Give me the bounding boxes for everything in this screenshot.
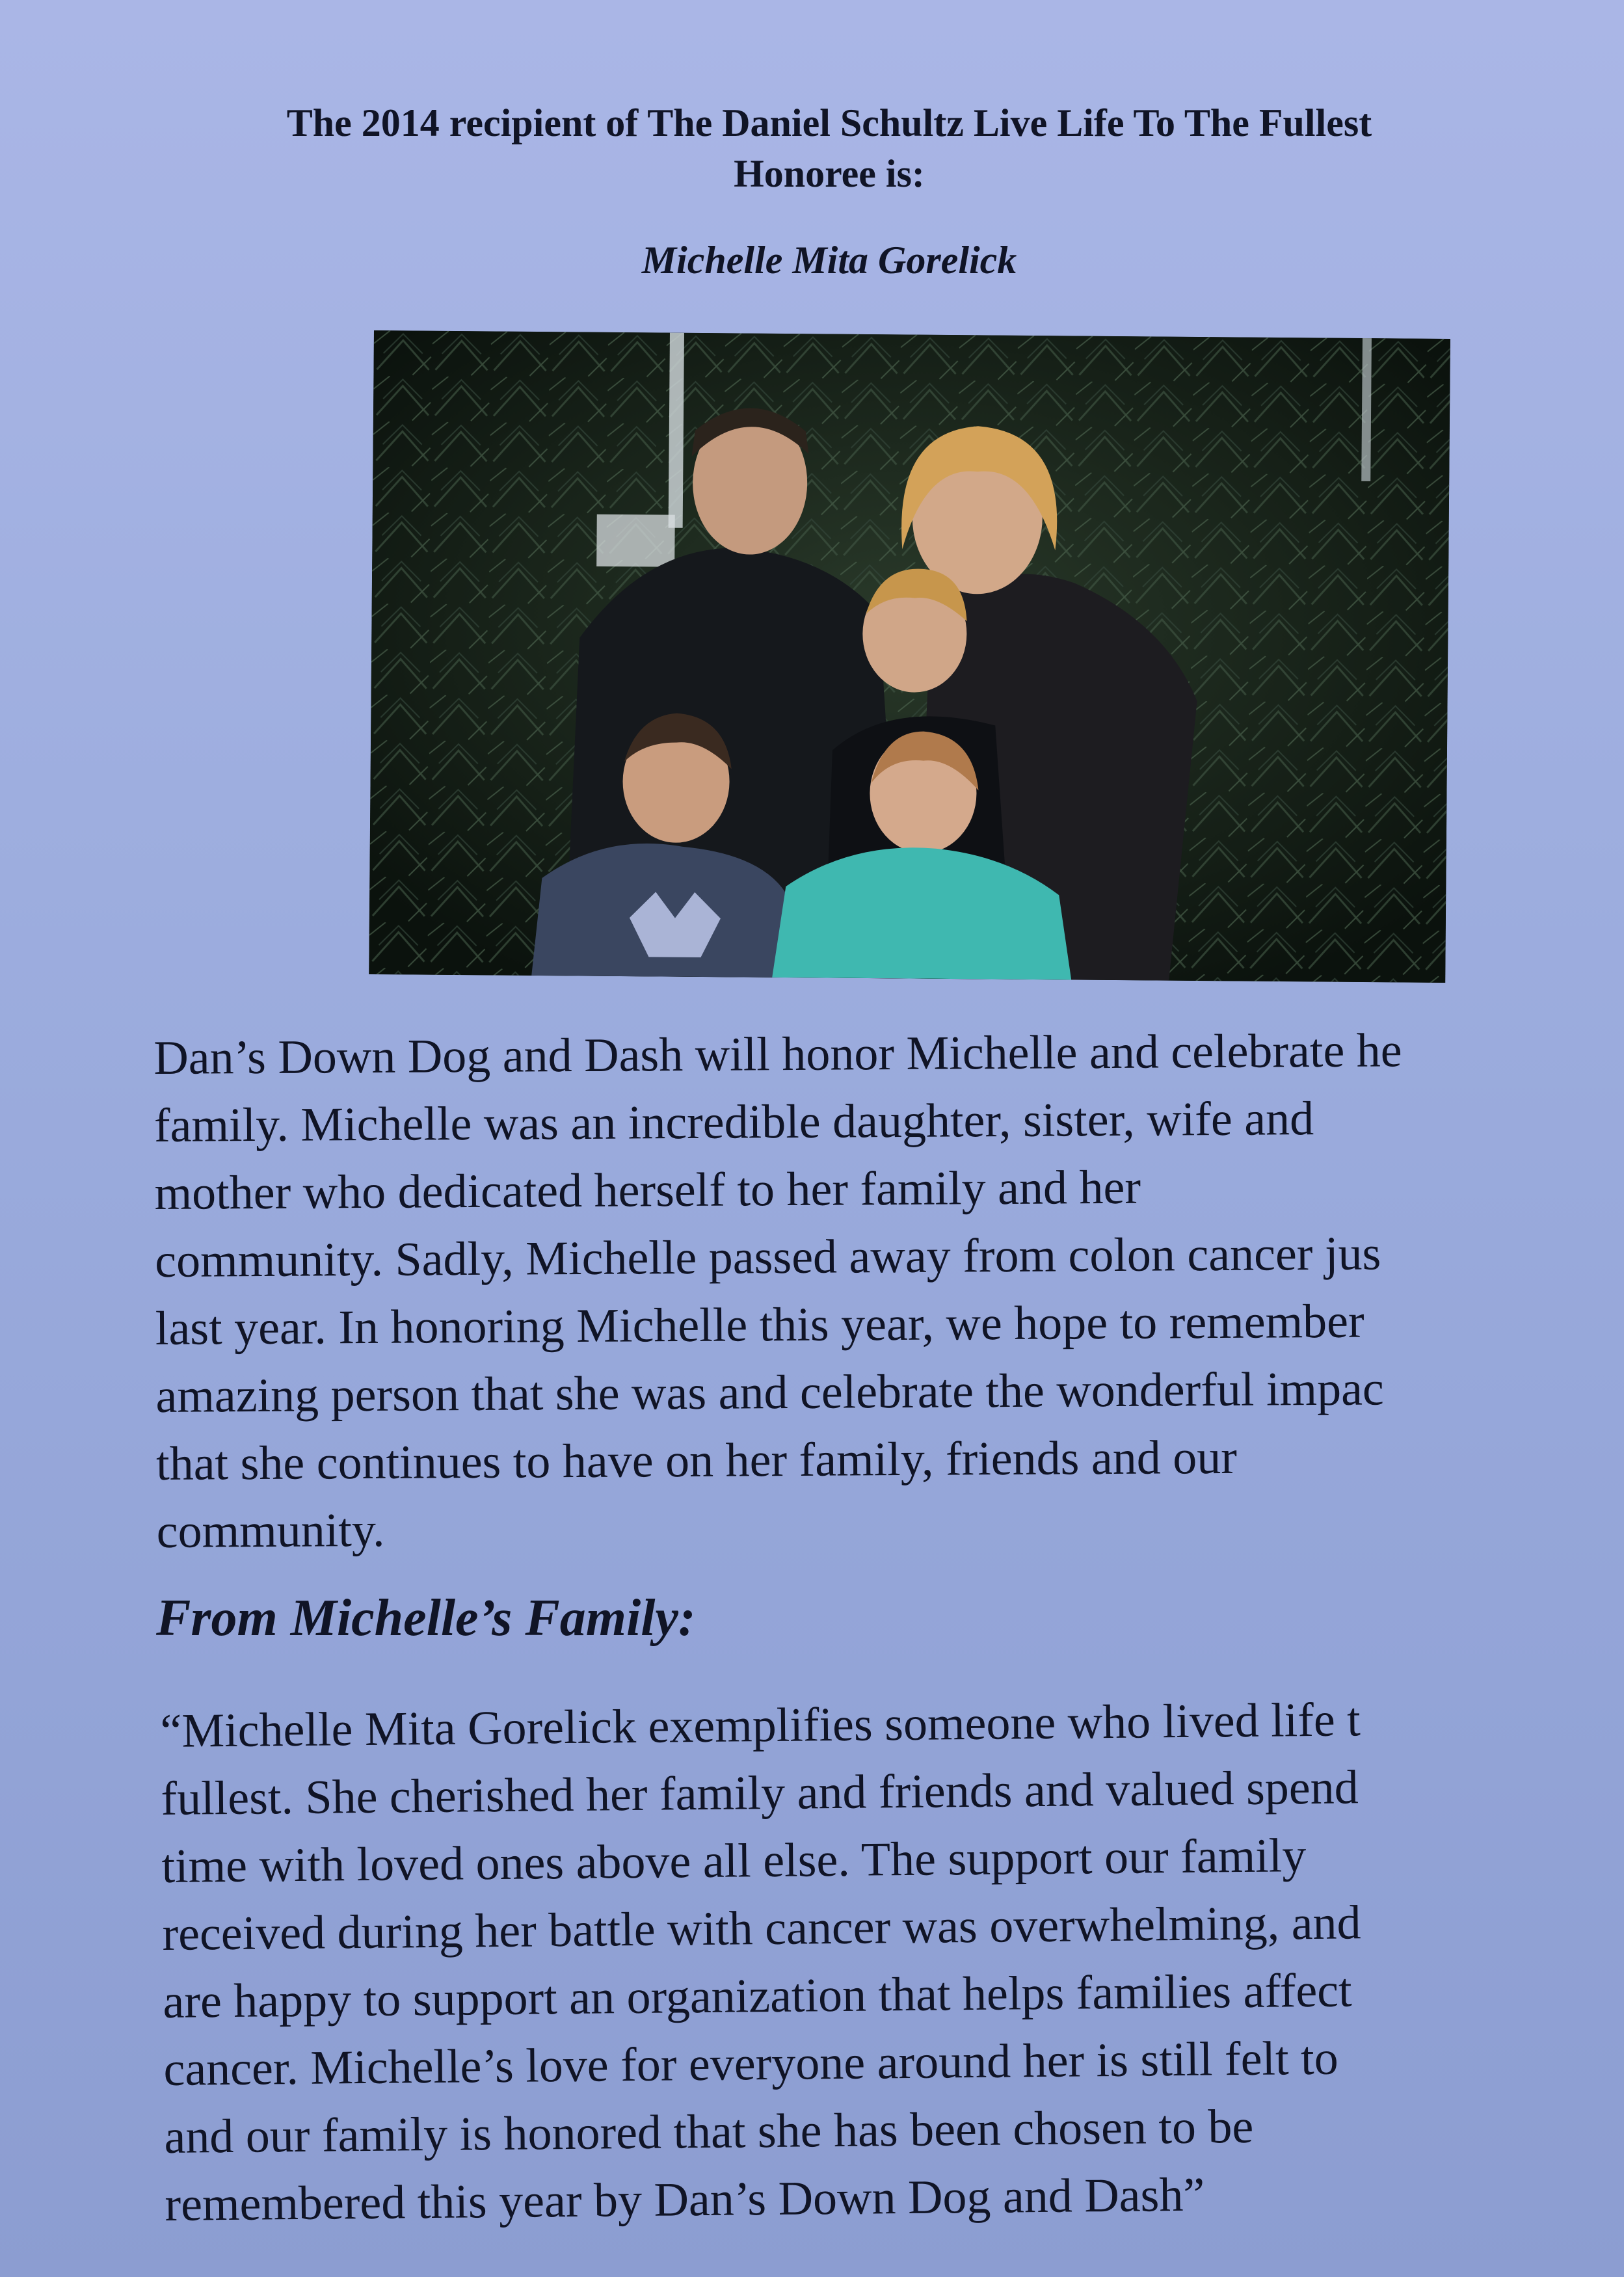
intro-line: community. bbox=[156, 1503, 385, 1558]
quote-line: remembered this year by Dan’s Down Dog and Dash” bbox=[165, 2168, 1205, 2231]
family-heading: From Michelle’s Family: bbox=[156, 1590, 696, 1647]
quote-line: cancer. Michelle’s love for everyone around her is still felt to bbox=[163, 2031, 1339, 2096]
quote-line: “Michelle Mita Gorelick exemplifies someone who lived life t bbox=[160, 1693, 1361, 1758]
quote-line: received during her battle with cancer was overwhelming, and bbox=[162, 1896, 1361, 1961]
intro-paragraph bbox=[153, 1015, 1624, 1565]
quote-line: fullest. She cherished her family and friends and valued spend bbox=[161, 1761, 1359, 1826]
page-title bbox=[195, 98, 1463, 199]
family-photo bbox=[369, 330, 1450, 983]
intro-line: Dan’s Down Dog and Dash will honor Michelle and celebrate he bbox=[153, 1024, 1402, 1085]
title-line-2: Honoree is: bbox=[734, 152, 925, 195]
honoree-name: Michelle Mita Gorelick bbox=[641, 239, 1017, 282]
intro-line: family. Michelle was an incredible daughter, sister, wife and bbox=[153, 1092, 1314, 1152]
quote-line: time with loved ones above all else. The support our family bbox=[161, 1829, 1307, 1893]
quote-line: are happy to support an organization that helps families affect bbox=[163, 1964, 1352, 2029]
intro-line: amazing person that she was and celebrate the wonderful impac bbox=[155, 1362, 1385, 1423]
family-quote bbox=[160, 1683, 1624, 2239]
intro-line: last year. In honoring Michelle this year, we hope to remember bbox=[155, 1294, 1364, 1355]
quote-line: and our family is honored that she has been chosen to be bbox=[164, 2099, 1254, 2164]
intro-line: community. Sadly, Michelle passed away from colon cancer jus bbox=[154, 1227, 1381, 1288]
title-line-1: The 2014 recipient of The Daniel Schultz Live Life To The Fullest bbox=[286, 101, 1372, 144]
intro-line: mother who dedicated herself to her family and her bbox=[154, 1160, 1141, 1220]
intro-line: that she continues to have on her family, friends and our bbox=[155, 1430, 1238, 1491]
